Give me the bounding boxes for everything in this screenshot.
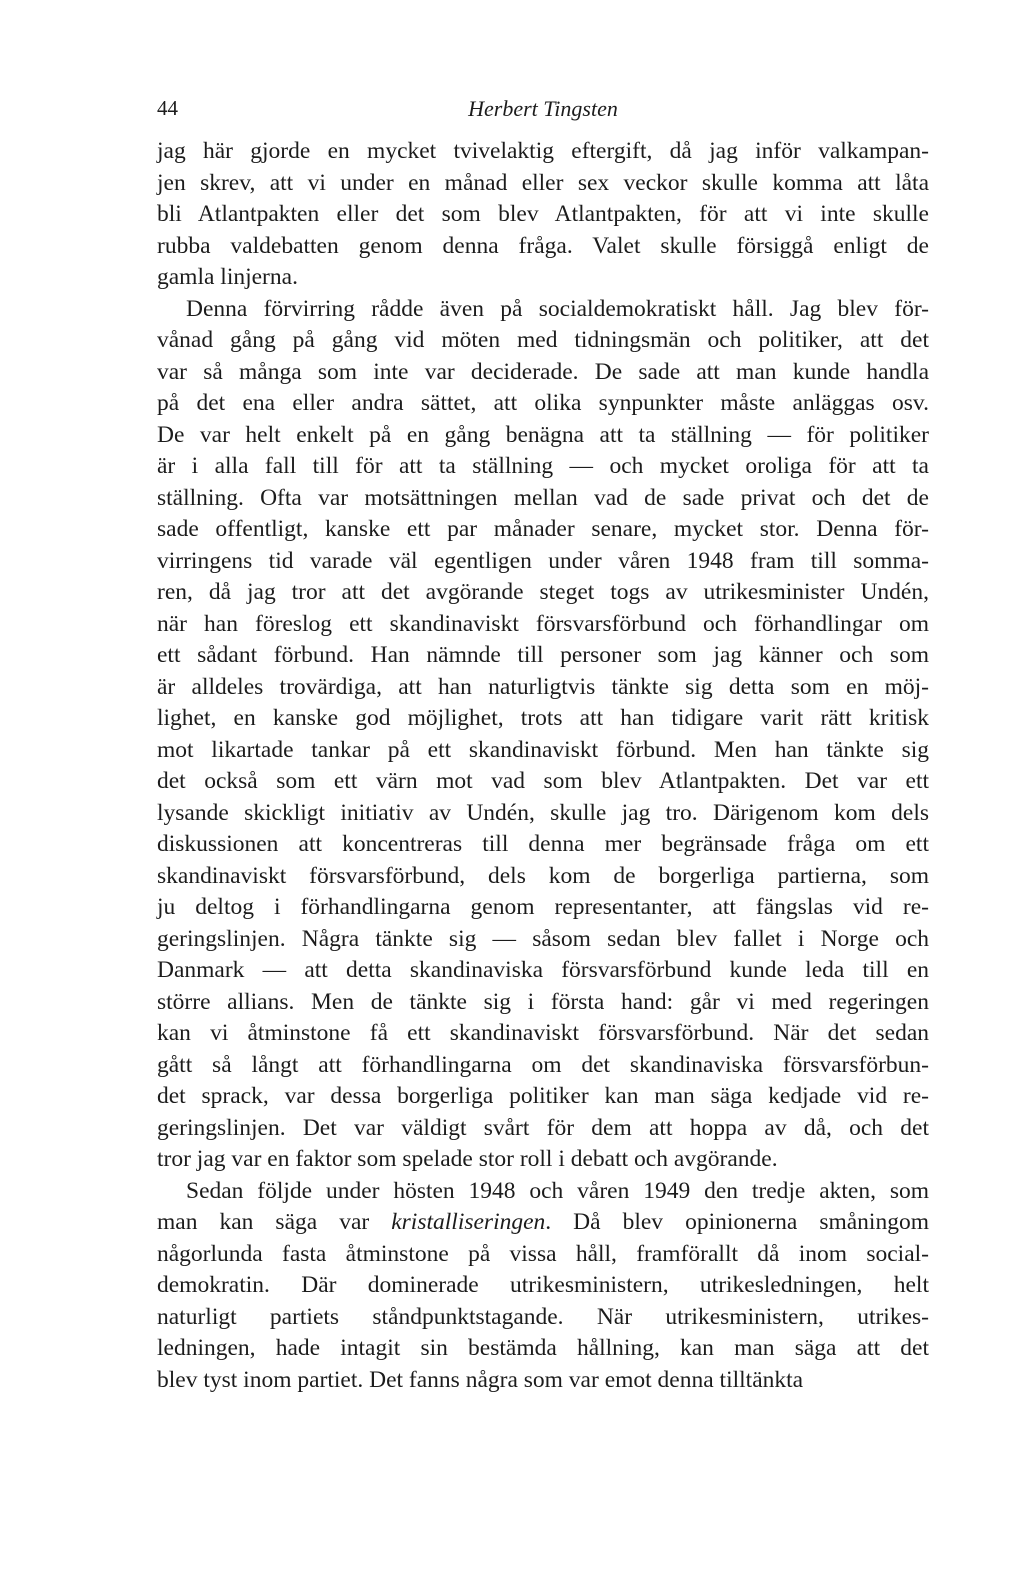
- text-line: mot likartade tankar på ett skandinaviskt förbund. Men han tänkte sig: [157, 736, 929, 763]
- text-line: Danmark — att detta skandinaviska försvarsförbund kunde leda till en: [157, 957, 929, 983]
- text-line: lysande skickligt initiativ av Undén, skulle jag tro. Därigenom kom dels: [157, 799, 929, 826]
- text-line: demokratin. Där dominerade utrikesministern, utrikesledningen, helt: [157, 1272, 929, 1298]
- text-line: virringens tid varade väl egentligen under våren 1948 fram till somma-: [157, 547, 929, 574]
- text-line: gamla linjerna.: [157, 264, 298, 290]
- text-line: diskussionen att koncentreras till denna mer begränsade fråga om ett: [157, 831, 929, 857]
- text-line: tror jag var en faktor som spelade stor roll i debatt och avgörande.: [157, 1146, 778, 1172]
- text-line: jen skrev, att vi under en månad eller sex veckor skulle komma att låta: [157, 169, 929, 196]
- paragraph: [157, 136, 929, 294]
- text-line: någorlunda fasta åtminstone på vissa håll, framförallt då inom social-: [157, 1240, 929, 1267]
- text-line: man kan säga var kristalliseringen. Då blev opinionerna småningom: [157, 1209, 929, 1235]
- text-line: ledningen, hade intagit sin bestämda hållning, kan man säga att det: [157, 1335, 929, 1361]
- text-line: skandinaviskt försvarsförbund, dels kom de borgerliga partierna, som: [157, 862, 929, 889]
- text-line: större allians. Men de tänkte sig i första hand: går vi med regeringen: [157, 988, 929, 1015]
- text-line: det också som ett värn mot vad som blev Atlantpakten. Det var ett: [157, 768, 929, 794]
- text-line: vånad gång på gång vid möten med tidningsmän och politiker, att det: [157, 327, 929, 353]
- page-number: 44: [157, 96, 178, 120]
- text-line: rubba valdebatten genom denna fråga. Valet skulle försiggå enligt de: [157, 232, 929, 259]
- text-line: Sedan följde under hösten 1948 och våren 1949 den tredje akten, som: [186, 1177, 929, 1204]
- text-line: De var helt enkelt på en gång benägna att ta ställning — för politiker: [157, 421, 929, 448]
- text-line: sade offentligt, kanske ett par månader senare, mycket stor. Denna för-: [157, 516, 929, 542]
- text-line: naturligt partiets ståndpunktstagande. När utrikesministern, utrikes-: [157, 1303, 929, 1330]
- paragraph: [157, 1176, 929, 1397]
- text-line: är i alla fall till för att ta ställning — och mycket oroliga för att ta: [157, 453, 929, 479]
- text-line: bli Atlantpakten eller det som blev Atlantpakten, för att vi inte skulle: [157, 201, 929, 227]
- paragraph: [157, 294, 929, 1176]
- text-line: jag här gjorde en mycket tvivelaktig eftergift, då jag inför valkampan-: [157, 138, 929, 164]
- text-line: geringslinjen. Det var väldigt svårt för dem att hoppa av då, och det: [157, 1114, 929, 1141]
- running-head: [157, 96, 929, 126]
- body-text: [157, 136, 929, 1396]
- text-line: Denna förvirring rådde även på socialdemokratiskt håll. Jag blev för-: [186, 295, 929, 322]
- text-line: det sprack, var dessa borgerliga politiker kan man säga kedjade vid re-: [157, 1083, 929, 1109]
- text-line: gått så långt att förhandlingarna om det skandinaviska försvarsförbun-: [157, 1051, 929, 1078]
- text-line: kan vi åtminstone få ett skandinaviskt försvarsförbund. När det sedan: [157, 1020, 929, 1046]
- text-line: ett sådant förbund. Han nämnde till personer som jag känner och som: [157, 642, 929, 668]
- text-line: när han föreslog ett skandinaviskt försvarsförbund och förhandlingar om: [157, 610, 929, 637]
- running-title: Herbert Tingsten: [468, 96, 618, 121]
- text-line: på det ena eller andra sättet, att olika synpunkter måste anläggas osv.: [157, 390, 929, 416]
- text-line: ju deltog i förhandlingarna genom representanter, att fängslas vid re-: [157, 894, 929, 920]
- text-line: ställning. Ofta var motsättningen mellan vad de sade privat och det de: [157, 484, 929, 511]
- text-line: blev tyst inom partiet. Det fanns några som var emot denna tilltänkta: [157, 1366, 804, 1393]
- text-line: geringslinjen. Några tänkte sig — såsom sedan blev fallet i Norge och: [157, 925, 929, 952]
- text-line: var så många som inte var deciderade. De sade att man kunde handla: [157, 358, 929, 385]
- text-line: är alldeles trovärdiga, att han naturligtvis tänkte sig detta som en möj-: [157, 673, 929, 700]
- text-line: ren, då jag tror att det avgörande steget togs av utrikesminister Undén,: [157, 579, 929, 605]
- text-line: lighet, en kanske god möjlighet, trots att han tidigare varit rätt kritisk: [157, 705, 929, 731]
